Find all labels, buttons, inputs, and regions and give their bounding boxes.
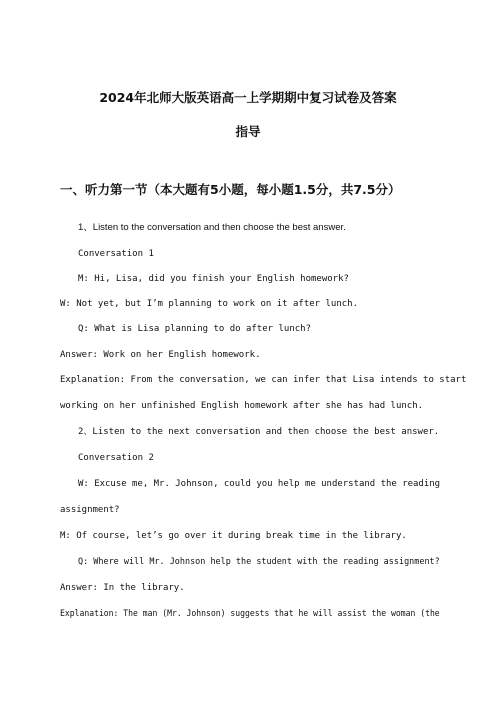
conversation-2-line-1-cont: assignment? <box>60 505 120 515</box>
question-1-explanation-line-1: Explanation: From the conversation, we can infer that Lisa intends to start <box>60 375 467 385</box>
question-1-prompt: Q: What is Lisa planning to do after lunch? <box>78 324 311 334</box>
question-1-answer: Answer: Work on her English homework. <box>60 350 261 360</box>
conversation-1-line-1: M: Hi, Lisa, did you finish your English homework? <box>78 274 349 284</box>
question-2-prompt: Q: Where will Mr. Johnson help the student with the reading assignment? <box>78 557 440 567</box>
question-2-answer: Answer: In the library. <box>60 583 185 593</box>
question-1-instruction: 1、Listen to the conversation and then choose the best answer. <box>78 222 346 233</box>
conversation-1-label: Conversation 1 <box>78 249 154 259</box>
conversation-2-line-1: W: Excuse me, Mr. Johnson, could you help me understand the reading <box>78 479 441 489</box>
section-heading: 一、听力第一节（本大题有5小题，每小题1.5分，共7.5分） <box>60 182 401 197</box>
document-subtitle: 指导 <box>235 124 261 139</box>
question-1-explanation-line-2: working on her unfinished English homework after she has had lunch. <box>60 401 424 411</box>
question-2-instruction: 2、Listen to the next conversation and then choose the best answer. <box>78 427 440 437</box>
conversation-2-line-2: M: Of course, let’s go over it during break time in the library. <box>60 531 407 541</box>
document-title: 2024年北师大版英语高一上学期期中复习试卷及答案 <box>99 90 397 105</box>
conversation-2-label: Conversation 2 <box>78 453 154 463</box>
conversation-1-line-2: W: Not yet, but I’m planning to work on it after lunch. <box>60 299 359 309</box>
question-2-explanation-line-1: Explanation: The man (Mr. Johnson) suggests that he will assist the woman (the <box>60 609 440 619</box>
